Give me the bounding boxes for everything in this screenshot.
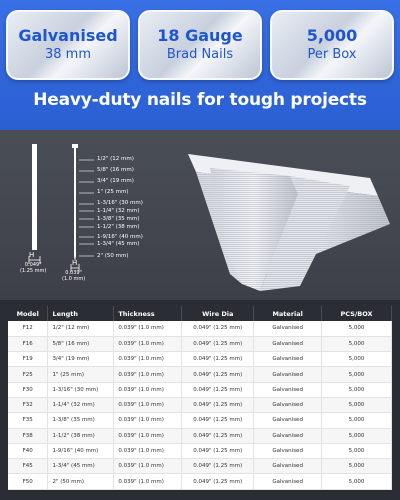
cell-wire-dia: 0.049" (1.25 mm) <box>182 443 254 458</box>
cell-pcs-box: 5,000 <box>322 413 392 428</box>
table-row <box>8 459 392 474</box>
cell-model: F12 <box>8 321 48 336</box>
cell-length: 3/4" (19 mm) <box>48 352 114 367</box>
cell-length: 5/8" (16 mm) <box>48 336 114 351</box>
cell-pcs-box: 5,000 <box>322 382 392 397</box>
size-label: 1-1/4" (32 mm) <box>97 208 140 214</box>
cell-wire-dia: 0.049" (1.25 mm) <box>182 459 254 474</box>
cell-model: F32 <box>8 397 48 412</box>
cell-thickness: 0.039" (1.0 mm) <box>114 336 182 351</box>
cell-length: 2" (50 mm) <box>48 474 114 489</box>
table-body <box>8 321 392 489</box>
head-dim-mm: (1.25 mm) <box>20 268 47 274</box>
col-wire-dia: Wire Dia <box>182 306 254 321</box>
table-row <box>8 413 392 428</box>
cell-model: F40 <box>8 443 48 458</box>
cell-wire-dia: 0.049" (1.25 mm) <box>182 428 254 443</box>
shank-h-label: H <box>72 259 78 267</box>
headline: Heavy-duty nails for tough projects <box>33 90 367 110</box>
cell-thickness: 0.039" (1.0 mm) <box>114 428 182 443</box>
cell-material: Galvanised <box>254 336 322 351</box>
top-banner <box>0 0 400 130</box>
cell-wire-dia: 0.049" (1.25 mm) <box>182 321 254 336</box>
cell-wire-dia: 0.049" (1.25 mm) <box>182 397 254 412</box>
cell-material: Galvanised <box>254 474 322 489</box>
spec-table <box>8 306 392 490</box>
cell-model: F50 <box>8 474 48 489</box>
cell-thickness: 0.039" (1.0 mm) <box>114 397 182 412</box>
cell-thickness: 0.039" (1.0 mm) <box>114 382 182 397</box>
cell-length: 1-3/4" (45 mm) <box>48 459 114 474</box>
cell-material: Galvanised <box>254 413 322 428</box>
cell-pcs-box: 5,000 <box>322 352 392 367</box>
table-row <box>8 352 392 367</box>
col-model: Model <box>8 306 48 321</box>
table-row <box>8 428 392 443</box>
cell-wire-dia: 0.049" (1.25 mm) <box>182 336 254 351</box>
size-label: 1-9/16" (40 mm) <box>97 234 143 240</box>
cell-thickness: 0.039" (1.0 mm) <box>114 367 182 382</box>
brad-nail-strips-image <box>150 146 395 296</box>
cell-model: F19 <box>8 352 48 367</box>
cell-model: F35 <box>8 413 48 428</box>
cell-length: 1" (25 mm) <box>48 367 114 382</box>
shank-dimension-label <box>62 270 85 282</box>
cell-material: Galvanised <box>254 352 322 367</box>
cell-thickness: 0.039" (1.0 mm) <box>114 352 182 367</box>
cell-length: 1/2" (12 mm) <box>48 321 114 336</box>
cell-material: Galvanised <box>254 321 322 336</box>
col-material: Material <box>254 306 322 321</box>
spec-table-section <box>0 300 400 500</box>
cell-material: Galvanised <box>254 397 322 412</box>
cell-pcs-box: 5,000 <box>322 397 392 412</box>
cell-wire-dia: 0.049" (1.25 mm) <box>182 352 254 367</box>
size-label: 1-1/2" (38 mm) <box>97 224 140 230</box>
badge-subtitle: Per Box <box>307 47 357 62</box>
cell-thickness: 0.039" (1.0 mm) <box>114 474 182 489</box>
size-label: 1-3/4" (45 mm) <box>97 241 140 247</box>
head-dimension-label <box>20 262 46 274</box>
table-row <box>8 367 392 382</box>
cell-length: 1-3/16" (30 mm) <box>48 382 114 397</box>
badge-title: 5,000 <box>306 26 358 46</box>
head-h-label: H <box>29 251 35 259</box>
cell-model: F30 <box>8 382 48 397</box>
size-label: 1-3/16" (30 mm) <box>97 200 143 206</box>
size-label: 3/4" (19 mm) <box>97 178 134 184</box>
size-label: 1" (25 mm) <box>97 189 129 195</box>
cell-model: F16 <box>8 336 48 351</box>
badge-quantity <box>270 10 394 80</box>
cell-pcs-box: 5,000 <box>322 336 392 351</box>
cell-material: Galvanised <box>254 428 322 443</box>
cell-wire-dia: 0.049" (1.25 mm) <box>182 367 254 382</box>
badge-galvanised <box>6 10 130 80</box>
badge-subtitle: Brad Nails <box>166 47 234 62</box>
cell-pcs-box: 5,000 <box>322 459 392 474</box>
cell-wire-dia: 0.049" (1.25 mm) <box>182 474 254 489</box>
cell-material: Galvanised <box>254 443 322 458</box>
badge-gauge <box>138 10 262 80</box>
cell-thickness: 0.039" (1.0 mm) <box>114 443 182 458</box>
cell-wire-dia: 0.049" (1.25 mm) <box>182 382 254 397</box>
cell-pcs-box: 5,000 <box>322 367 392 382</box>
cell-model: F38 <box>8 428 48 443</box>
table-row <box>8 382 392 397</box>
table-row <box>8 397 392 412</box>
table-row <box>8 443 392 458</box>
badge-subtitle: 38 mm <box>44 47 91 62</box>
cell-material: Galvanised <box>254 459 322 474</box>
badge-row <box>6 10 394 80</box>
size-label: 5/8" (16 mm) <box>97 167 134 173</box>
cell-pcs-box: 5,000 <box>322 428 392 443</box>
cell-length: 1-1/2" (38 mm) <box>48 428 114 443</box>
col-thickness: Thickness <box>114 306 182 321</box>
table-row <box>8 474 392 489</box>
cell-length: 1-1/4" (32 mm) <box>48 397 114 412</box>
size-label: 1-3/8" (35 mm) <box>97 216 140 222</box>
head-dim-inch: 0.049" <box>24 262 42 268</box>
badge-title: 18 Gauge <box>157 26 243 46</box>
cell-model: F45 <box>8 459 48 474</box>
col-pcs-box: PCS/BOX <box>322 306 392 321</box>
nail-side-view <box>72 144 78 262</box>
cell-thickness: 0.039" (1.0 mm) <box>114 459 182 474</box>
shank-dim-inch: 0.039" <box>65 270 82 276</box>
table-row <box>8 321 392 336</box>
shank-dim-mm: (1.0 mm) <box>62 276 86 282</box>
cell-material: Galvanised <box>254 382 322 397</box>
cell-material: Galvanised <box>254 367 322 382</box>
cell-pcs-box: 5,000 <box>322 474 392 489</box>
nail-head-view <box>32 144 37 250</box>
cell-pcs-box: 5,000 <box>322 321 392 336</box>
table-row <box>8 336 392 351</box>
badge-title: Galvanised <box>18 26 118 46</box>
cell-length: 1-9/16" (40 mm) <box>48 443 114 458</box>
cell-length: 1-3/8" (35 mm) <box>48 413 114 428</box>
col-length: Length <box>48 306 114 321</box>
size-label: 2" (50 mm) <box>97 253 129 259</box>
nail-diagram-section <box>0 130 400 300</box>
size-label: 1/2" (12 mm) <box>97 156 134 162</box>
cell-model: F25 <box>8 367 48 382</box>
cell-thickness: 0.039" (1.0 mm) <box>114 321 182 336</box>
table-header-row <box>8 306 392 321</box>
cell-thickness: 0.039" (1.0 mm) <box>114 413 182 428</box>
cell-wire-dia: 0.049" (1.25 mm) <box>182 413 254 428</box>
cell-pcs-box: 5,000 <box>322 443 392 458</box>
